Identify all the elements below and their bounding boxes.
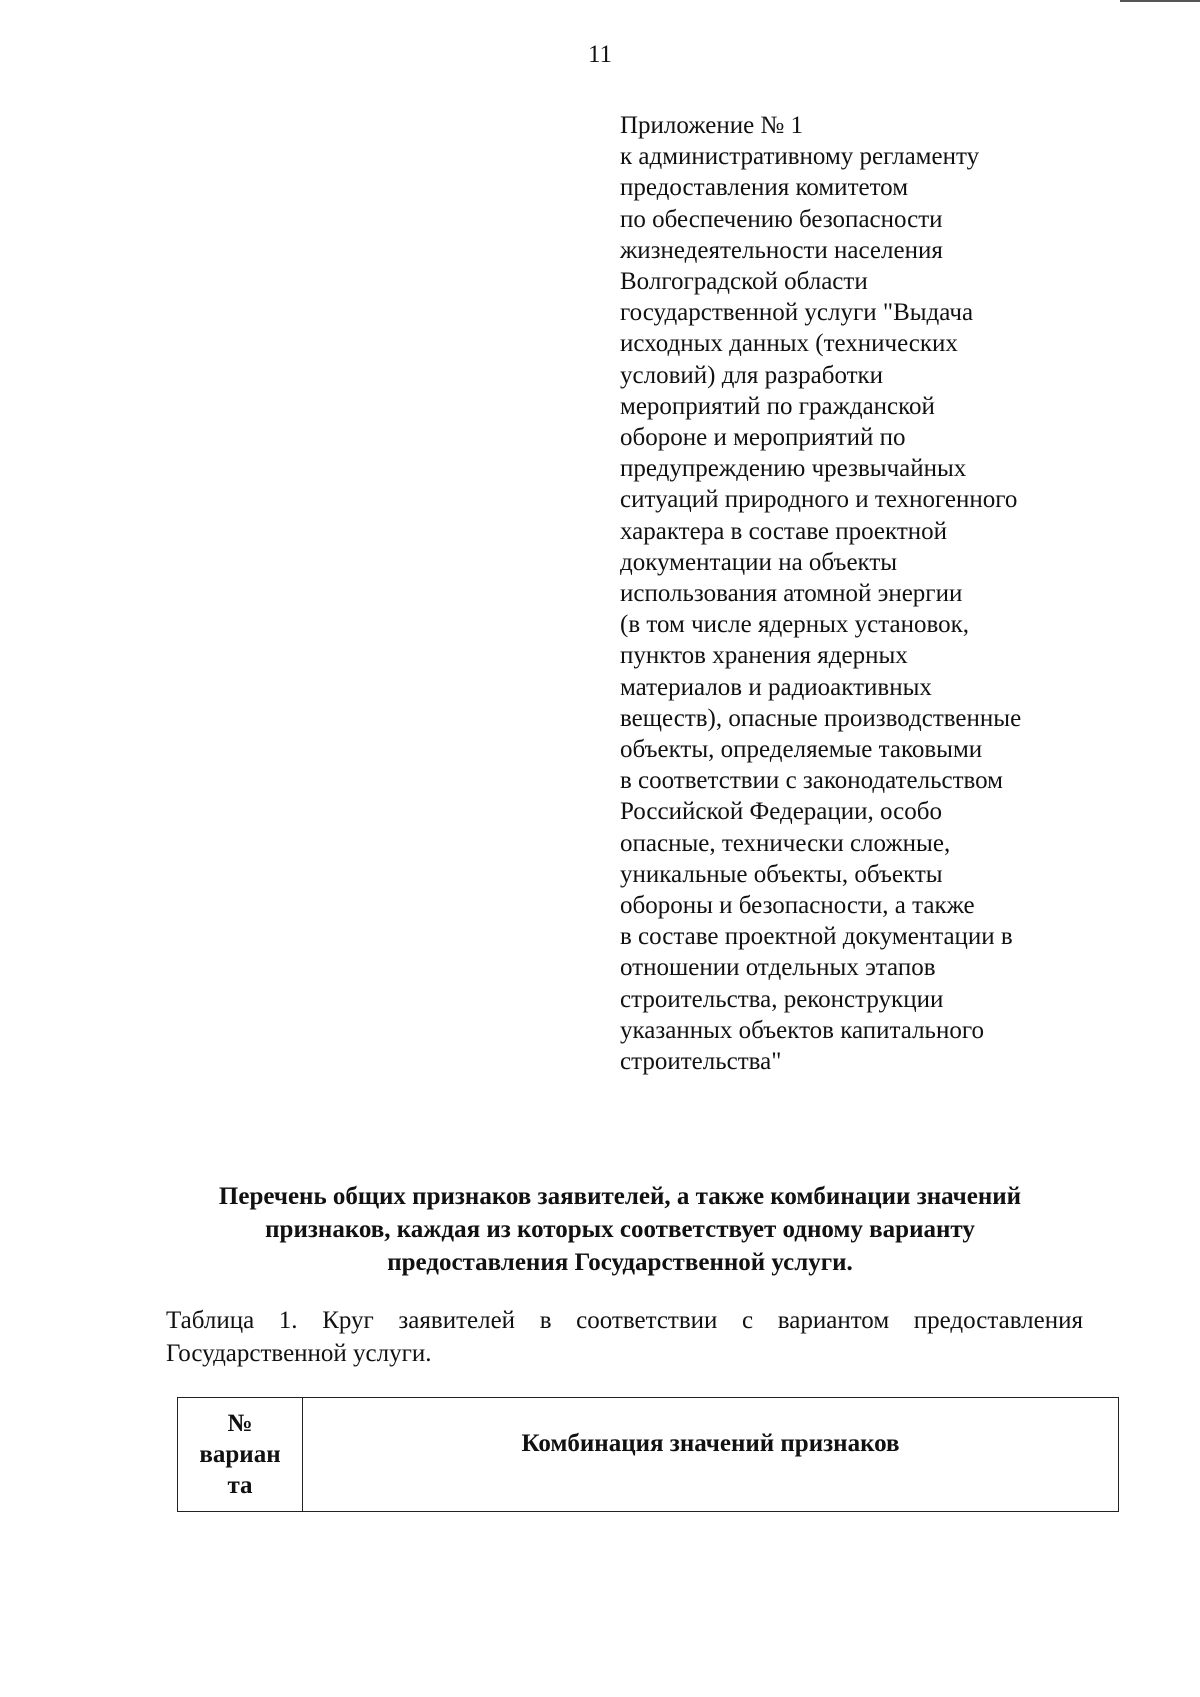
header-combination: Комбинация значений признаков: [303, 1398, 1119, 1512]
header-variant-number-line: №: [227, 1410, 253, 1437]
appendix-line: строительства": [620, 1048, 782, 1076]
appendix-line: предоставления комитетом: [620, 174, 909, 202]
appendix-line: характера в составе проектной: [620, 517, 948, 545]
appendix-line: обороне и мероприятий по: [620, 424, 906, 452]
appendix-line: жизнедеятельности населения: [620, 236, 943, 264]
scan-edge-mark: [1120, 0, 1200, 2]
appendix-line: отношении отдельных этапов: [620, 954, 936, 982]
appendix-line: Приложение № 1: [620, 112, 804, 139]
header-variant-number-line: вариан: [199, 1441, 281, 1468]
appendix-line: документации на объекты: [620, 548, 898, 576]
table-header-row: [178, 1398, 1119, 1512]
appendix-line: по обеспечению безопасности: [620, 205, 943, 233]
appendix-block: [620, 110, 1090, 1077]
appendix-line: в соответствии с законодательством: [620, 767, 1003, 795]
heading-line: признаков, каждая из которых соответствует одному варианту: [265, 1216, 975, 1243]
appendix-line: обороны и безопасности, а также: [620, 892, 975, 920]
heading-line: Перечень общих признаков заявителей, а также комбинации значений: [218, 1183, 1022, 1210]
appendix-line: в составе проектной документации в: [620, 923, 1013, 951]
appendix-line: пунктов хранения ядерных: [620, 642, 908, 670]
appendix-line: Российской Федерации, особо: [620, 798, 942, 826]
header-variant-number: [178, 1398, 303, 1512]
appendix-line: исходных данных (технических: [620, 330, 958, 358]
appendix-line: веществ), опасные производственные: [620, 704, 1022, 732]
header-variant-number-line: та: [227, 1472, 253, 1499]
appendix-line: использования атомной энергии: [620, 580, 963, 608]
appendix-line: опасные, технически сложные,: [620, 829, 951, 857]
appendix-line: указанных объектов капитального: [620, 1016, 984, 1044]
appendix-line: Волгоградской области: [620, 268, 868, 296]
appendix-line: объекты, определяемые таковыми: [620, 736, 983, 764]
appendix-line: государственной услуги "Выдача: [620, 299, 974, 327]
heading-line: предоставления Государственной услуги.: [387, 1249, 853, 1276]
appendix-line: материалов и радиоактивных: [620, 673, 932, 701]
appendix-line: к административному регламенту: [620, 143, 980, 171]
section-heading: [150, 1180, 1090, 1279]
appendix-line: мероприятий по гражданской: [620, 392, 935, 420]
appendix-line: предупреждению чрезвычайных: [620, 455, 967, 483]
appendix-line: ситуаций природного и техногенного: [620, 486, 1018, 514]
page-number: 11: [587, 41, 613, 68]
variants-table: [177, 1397, 1119, 1512]
appendix-line: уникальные объекты, объекты: [620, 860, 943, 888]
appendix-line: строительства, реконструкции: [620, 985, 944, 1013]
appendix-line: (в том числе ядерных установок,: [620, 611, 970, 639]
appendix-line: условий) для разработки: [620, 361, 884, 389]
table-caption: Таблица 1. Круг заявителей в соответствии с вариантом предоставления Государственной услуги.: [166, 1307, 1083, 1367]
